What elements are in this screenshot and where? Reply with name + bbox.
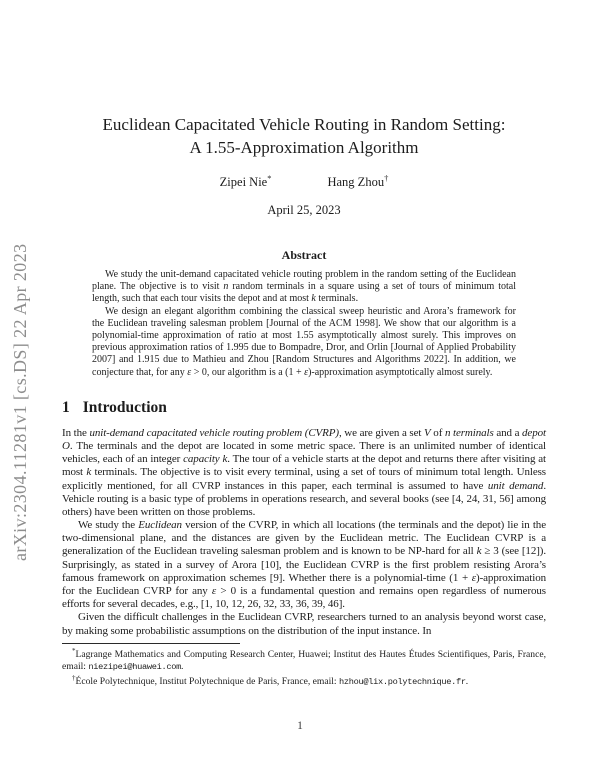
paper-title bbox=[62, 113, 546, 160]
paper-date: April 25, 2023 bbox=[267, 203, 341, 218]
author-name-text: Hang Zhou bbox=[327, 175, 385, 190]
authors-row bbox=[62, 173, 546, 190]
footnote-text: École Polytechnique, Institut Polytechnique de Paris, France, email: hzhou@lix.polytechnique.fr. bbox=[75, 676, 469, 688]
footnotes-area bbox=[62, 643, 546, 689]
paper-title-line2: A 1.55-Approximation Algorithm bbox=[189, 138, 419, 158]
section-number: 1 bbox=[62, 398, 70, 416]
footnote-text: Lagrange Mathematics and Computing Research Center, Huawei; Institut des Hautes Études Scientifiques, Paris, France, email: niezipei@huawei.com. bbox=[62, 648, 546, 673]
arxiv-stamp: arXiv:2304.11281v1 [cs.DS] 22 Apr 2023 bbox=[10, 243, 30, 561]
author-footnote-mark: † bbox=[384, 172, 389, 183]
body-paragraph: Given the difficult challenges in the Euclidean CVRP, researchers turned to an analysis beyond worst case, by making some probabilistic assumptions on the distribution of the input instance. In bbox=[62, 611, 546, 637]
footnote-mark: † bbox=[72, 673, 76, 682]
paper-title-line1: Euclidean Capacitated Vehicle Routing in Random Setting: bbox=[102, 115, 506, 134]
body-paragraph: In the unit-demand capacitated vehicle routing problem (CVRP), we are given a set V of n terminals and a depot O. The terminals and the depot are located in some metric space. There is an unlimited number of identical vehicles, each of an integer capacity k. The tour of a vehicle starts at the depot and returns there after visiting at most k terminals. The objective is to visit every terminal, using a set of tours of minimum total length. Unless explicitly mentioned, for all CVRP instances in this paper, each terminal is assumed to have unit demand. Vehicle routing is a basic type of problems in operations research, and several books (see [4, 24, 31, 56] among others) have been written on those problems. bbox=[62, 426, 546, 518]
footnote bbox=[62, 674, 546, 689]
author-footnote-mark: * bbox=[267, 172, 272, 183]
section-title: Introduction bbox=[82, 398, 167, 416]
author-name bbox=[220, 173, 272, 190]
abstract-block bbox=[92, 248, 516, 379]
abstract-heading: Abstract bbox=[281, 248, 327, 263]
abstract-paragraph: We study the unit-demand capacitated vehicle routing problem in the random setting of the Euclidean plane. The objective is to visit n random terminals in a square using a set of tours of minimum total length, such that each tour visits the depot and at most k terminals. bbox=[92, 269, 516, 305]
author-name-text: Zipei Nie bbox=[219, 175, 268, 190]
author-name bbox=[327, 173, 388, 190]
paper-content bbox=[62, 0, 546, 689]
footnote-mark: * bbox=[72, 646, 76, 655]
body-paragraph: We study the Euclidean version of the CVRP, in which all locations (the terminals and the depot) lie in the two-dimensional plane, and the distances are given by the Euclidean metric. The Euclidean CVRP is a generalization of the Euclidean traveling salesman problem and is known to be NP-hard for all k ≥ 3 (see [12]). Surprisingly, as stated in a survey of Arora [10], the Euclidean CVRP is the first problem resisting Arora’s famous framework on approximation schemes [9]. Whether there is a polynomial-time (1 + ε)-approximation for the Euclidean CVRP for any ε > 0 is a fundamental question and remains open regardless of numerous efforts for several decades, e.g., [1, 10, 12, 26, 32, 33, 36, 39, 46]. bbox=[62, 519, 546, 611]
page-number: 1 bbox=[297, 720, 303, 732]
footnote bbox=[62, 647, 546, 674]
section-heading bbox=[62, 399, 546, 417]
abstract-paragraph: We design an elegant algorithm combining the classical sweep heuristic and Arora’s framework for the Euclidean traveling salesman problem [Journal of the ACM 1998]. We show that our algorithm is a polynomial-time approximation of ratio at most 1.55 asymptotically almost surely. This improves on previous approximation ratios of 1.995 due to Bompadre, Dror, and Orlin [Journal of Applied Probability 2007] and 1.915 due to Mathieu and Zhou [Random Structures and Algorithms 2022]. In addition, we conjecture that, for any ε > 0, our algorithm is a (1 + ε)-approximation asymptotically almost surely. bbox=[92, 305, 516, 378]
footnote-rule bbox=[62, 643, 240, 644]
